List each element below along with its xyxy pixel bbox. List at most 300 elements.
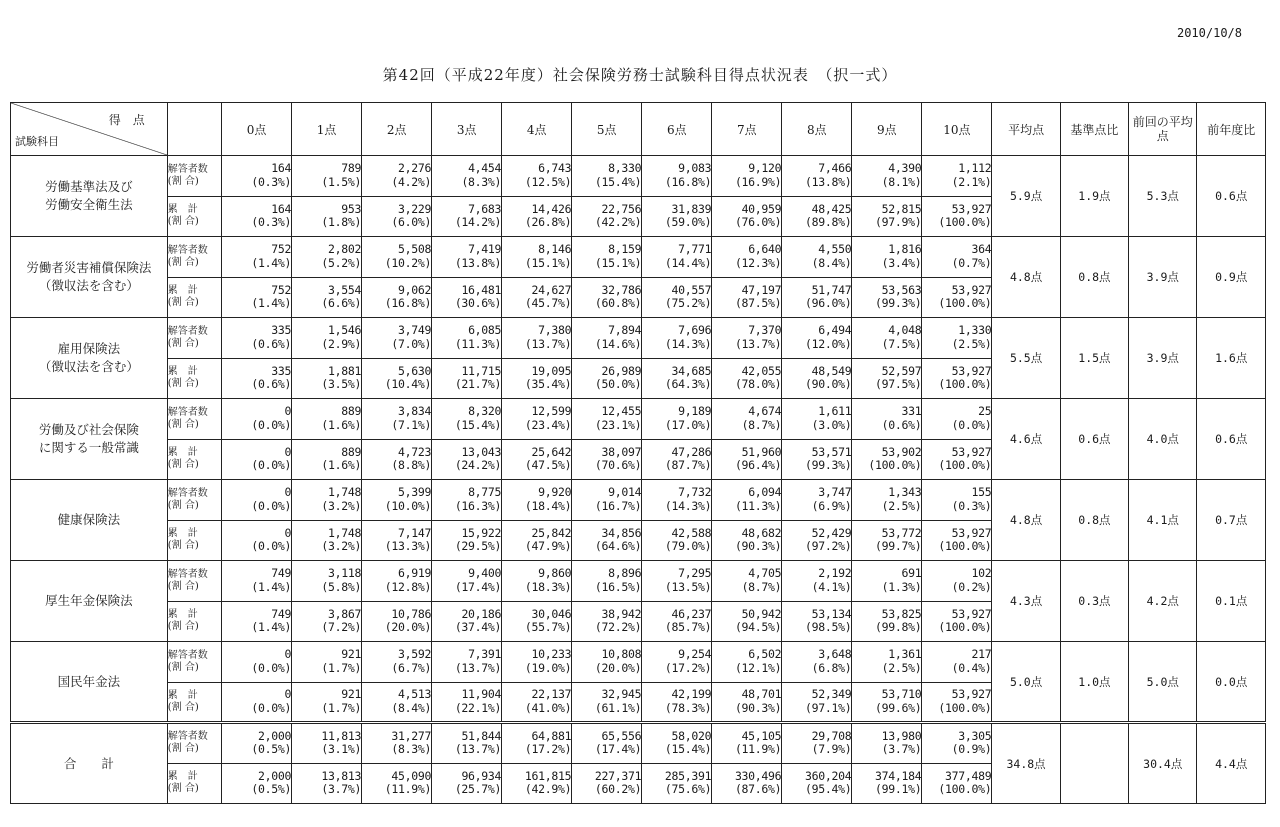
cell-percent: (60.8%): [594, 296, 642, 311]
score-cell: [572, 763, 642, 804]
row-kind-main: 累 計: [167, 204, 198, 216]
cell-percent: (5.8%): [321, 579, 362, 594]
score-cell: [502, 399, 572, 440]
cell-count: 0: [284, 687, 292, 702]
cell-percent: (8.1%): [881, 174, 922, 189]
cell-count: 5,508: [398, 242, 432, 257]
score-cell: [572, 358, 642, 399]
cell-percent: (78.0%): [734, 377, 782, 392]
cell-percent: (0.4%): [951, 660, 992, 675]
cell-count: 24,627: [531, 282, 572, 297]
score-cell: [852, 318, 922, 359]
cell-count: 8,320: [468, 404, 502, 419]
cell-count: 217: [971, 647, 992, 662]
cell-count: 53,825: [881, 606, 922, 621]
score-cell: [712, 439, 782, 480]
cell-percent: (15.4%): [594, 174, 642, 189]
cell-count: 2,000: [257, 728, 292, 743]
score-cell: [852, 642, 922, 683]
cell-percent: (12.3%): [734, 255, 782, 270]
score-cell: [432, 682, 502, 723]
cell-count: 38,942: [601, 606, 642, 621]
cell-count: 6,494: [818, 323, 852, 338]
cell-percent: (61.1%): [594, 700, 642, 715]
header-prev-diff: 前年度比: [1197, 103, 1266, 156]
prev-average-cell: 4.1点: [1129, 480, 1197, 561]
cell-percent: (99.1%): [875, 782, 922, 797]
score-cell: [502, 561, 572, 602]
cell-percent: (15.4%): [664, 742, 712, 757]
cell-percent: (14.3%): [664, 336, 712, 351]
cell-percent: (47.5%): [524, 458, 572, 473]
cell-count: 227,371: [594, 768, 642, 783]
prev-diff-cell: 0.1点: [1197, 561, 1266, 642]
cell-percent: (25.7%): [454, 782, 502, 797]
cell-count: 10,808: [601, 647, 642, 662]
cell-count: 46,237: [671, 606, 712, 621]
subject-name-line: （徴収法を含む）: [38, 278, 139, 293]
cell-percent: (50.0%): [594, 377, 642, 392]
cell-percent: (1.7%): [321, 660, 362, 675]
score-cell: [712, 196, 782, 237]
subject-name: [11, 237, 168, 318]
cell-count: 9,120: [748, 161, 782, 176]
cell-percent: (7.0%): [391, 336, 432, 351]
cell-count: 7,147: [398, 525, 432, 540]
cell-count: 2,192: [818, 566, 852, 581]
cell-percent: (35.4%): [524, 377, 572, 392]
cell-count: 9,860: [538, 566, 572, 581]
cell-count: 7,771: [678, 242, 712, 257]
header-corner-cell: [11, 103, 168, 156]
cell-percent: (12.5%): [524, 174, 572, 189]
score-cell: [642, 358, 712, 399]
cell-percent: (17.4%): [594, 742, 642, 757]
score-cell: [432, 561, 502, 602]
subject-name-line: 労働者災害補償保険法: [26, 260, 152, 275]
score-cell: [712, 520, 782, 561]
score-cell: [362, 642, 432, 683]
score-cell: [642, 156, 712, 197]
cell-count: 10,233: [531, 647, 572, 662]
cell-count: 285,391: [664, 768, 712, 783]
cell-count: 1,361: [888, 647, 922, 662]
row-kind-pct: (割 合): [167, 256, 199, 268]
subject-name-line: に関する一般常識: [38, 440, 139, 455]
score-cell: [712, 561, 782, 602]
score-cell: [922, 277, 992, 318]
cell-count: 0: [284, 485, 292, 500]
cell-percent: (0.6%): [881, 417, 922, 432]
score-cell: [922, 358, 992, 399]
score-cell: [922, 642, 992, 683]
row-kind-label: [167, 642, 221, 683]
score-cell: [572, 399, 642, 440]
cell-count: 53,902: [881, 444, 922, 459]
cell-count: 6,085: [468, 323, 502, 338]
score-cell: [922, 561, 992, 602]
cell-percent: (87.5%): [734, 296, 782, 311]
score-cell: [572, 682, 642, 723]
cell-count: 11,813: [321, 728, 362, 743]
cell-count: 7,295: [678, 566, 712, 581]
score-cell: [432, 318, 502, 359]
cell-percent: (5.2%): [321, 255, 362, 270]
header-average: 平均点: [992, 103, 1060, 156]
score-cell: [782, 682, 852, 723]
score-cell: [782, 723, 852, 764]
cell-percent: (16.8%): [664, 174, 712, 189]
row-kind-label: [167, 520, 221, 561]
cell-count: 22,137: [531, 687, 572, 702]
cell-percent: (11.9%): [384, 782, 432, 797]
cell-count: 4,705: [748, 566, 782, 581]
cell-percent: (8.3%): [391, 742, 432, 757]
cell-percent: (30.6%): [454, 296, 502, 311]
row-kind-label: [167, 318, 221, 359]
cell-percent: (2.5%): [881, 498, 922, 513]
cell-count: 48,701: [741, 687, 782, 702]
score-cell: [922, 156, 992, 197]
row-kind-label: [167, 723, 221, 764]
cell-count: 155: [971, 485, 992, 500]
cell-count: 3,867: [328, 606, 362, 621]
cell-count: 6,502: [748, 647, 782, 662]
score-cell: [782, 439, 852, 480]
score-cell: [222, 358, 292, 399]
cell-percent: (99.8%): [875, 620, 922, 635]
score-cell: [712, 723, 782, 764]
cell-count: 48,682: [741, 525, 782, 540]
row-kind-pct: (割 合): [167, 580, 199, 592]
cell-percent: (60.2%): [594, 782, 642, 797]
document-title: 第42回（平成22年度）社会保険労務士試験科目得点状況表 （択一式）: [382, 66, 898, 84]
cell-percent: (2.5%): [951, 336, 992, 351]
cell-percent: (55.7%): [524, 620, 572, 635]
cell-count: 164: [271, 201, 292, 216]
score-cell: [782, 237, 852, 278]
cell-count: 789: [341, 161, 362, 176]
subject-name: [11, 399, 168, 480]
cell-count: 53,927: [951, 687, 992, 702]
score-cell: [712, 318, 782, 359]
score-cell: [782, 480, 852, 521]
base-ratio-cell: 0.8点: [1060, 480, 1128, 561]
cell-percent: (0.6%): [251, 377, 292, 392]
row-kind-label: [167, 156, 221, 197]
score-cell: [292, 439, 362, 480]
cell-percent: (14.3%): [664, 498, 712, 513]
document-date: 2010/10/8: [1176, 26, 1242, 40]
cell-percent: (59.0%): [664, 215, 712, 230]
cell-percent: (6.9%): [811, 498, 852, 513]
cell-count: 3,648: [818, 647, 852, 662]
score-cell: [922, 318, 992, 359]
cell-percent: (1.6%): [321, 458, 362, 473]
cell-count: 52,815: [881, 201, 922, 216]
average-cell: 4.8点: [992, 480, 1060, 561]
cell-count: 921: [341, 687, 362, 702]
cell-count: 953: [341, 201, 362, 216]
prev-average-cell: 5.0点: [1129, 642, 1197, 723]
cell-percent: (72.2%): [594, 620, 642, 635]
cell-percent: (0.9%): [951, 742, 992, 757]
score-cell: [922, 439, 992, 480]
cell-percent: (87.7%): [664, 458, 712, 473]
cell-percent: (42.9%): [524, 782, 572, 797]
score-cell: [222, 723, 292, 764]
score-cell: [572, 520, 642, 561]
subject-name-line: 労働基準法及び: [45, 179, 133, 194]
row-kind-pct: (割 合): [167, 661, 199, 673]
cell-count: 2,802: [328, 242, 362, 257]
cell-count: 26,989: [601, 363, 642, 378]
score-cell: [292, 196, 362, 237]
score-cell: [222, 196, 292, 237]
cell-count: 3,118: [328, 566, 362, 581]
score-cell: [432, 520, 502, 561]
cell-percent: (3.2%): [321, 498, 362, 513]
cell-percent: (7.1%): [391, 417, 432, 432]
cell-count: 53,927: [951, 444, 992, 459]
cell-percent: (8.7%): [741, 579, 782, 594]
row-kind-label: [167, 763, 221, 804]
cell-count: 12,599: [531, 404, 572, 419]
score-cell: [502, 156, 572, 197]
cell-count: 12,455: [601, 404, 642, 419]
header-prev-average: 前回の平均点: [1129, 103, 1197, 156]
subject-name: [11, 723, 168, 804]
cell-percent: (14.2%): [454, 215, 502, 230]
cell-count: 5,630: [398, 363, 432, 378]
cell-percent: (16.8%): [384, 296, 432, 311]
score-cell: [362, 723, 432, 764]
score-cell: [642, 520, 712, 561]
cell-count: 0: [284, 444, 292, 459]
cell-percent: (13.7%): [454, 660, 502, 675]
cell-count: 42,199: [671, 687, 712, 702]
score-cell: [292, 642, 362, 683]
score-cell: [362, 318, 432, 359]
cell-percent: (0.3%): [251, 174, 292, 189]
cell-percent: (8.4%): [391, 700, 432, 715]
score-cell: [432, 480, 502, 521]
score-cell: [572, 196, 642, 237]
header-score-7: 7点: [712, 103, 782, 156]
row-kind-main: 解答者数: [167, 406, 208, 418]
row-kind-pct: (割 合): [167, 701, 199, 713]
score-cell: [852, 763, 922, 804]
score-cell: [782, 561, 852, 602]
row-kind-pct: (割 合): [167, 337, 199, 349]
score-cell: [292, 561, 362, 602]
cell-count: 10,786: [391, 606, 432, 621]
average-cell: 4.6点: [992, 399, 1060, 480]
cell-count: 32,945: [601, 687, 642, 702]
base-ratio-cell: 1.5点: [1060, 318, 1128, 399]
row-kind-pct: (割 合): [167, 540, 199, 552]
score-cell: [502, 601, 572, 642]
cell-percent: (6.7%): [391, 660, 432, 675]
header-score-5: 5点: [572, 103, 642, 156]
cell-percent: (17.2%): [524, 742, 572, 757]
score-cell: [362, 237, 432, 278]
average-cell: 5.0点: [992, 642, 1060, 723]
score-cell: [712, 642, 782, 683]
score-cell: [362, 601, 432, 642]
cell-percent: (1.7%): [321, 700, 362, 715]
cell-percent: (99.7%): [875, 539, 922, 554]
cell-percent: (24.2%): [454, 458, 502, 473]
score-cell: [782, 358, 852, 399]
cell-percent: (100.0%): [938, 539, 992, 554]
header-score-2: 2点: [362, 103, 432, 156]
cell-count: 377,489: [945, 768, 992, 783]
score-cell: [362, 561, 432, 602]
score-cell: [292, 682, 362, 723]
cell-percent: (1.4%): [251, 579, 292, 594]
cell-count: 749: [271, 606, 292, 621]
cell-percent: (4.1%): [811, 579, 852, 594]
cell-percent: (0.5%): [251, 782, 292, 797]
cell-percent: (7.9%): [811, 742, 852, 757]
score-cell: [642, 196, 712, 237]
score-cell: [782, 196, 852, 237]
row-kind-pct: (割 合): [167, 216, 199, 228]
score-cell: [432, 277, 502, 318]
cell-percent: (3.5%): [321, 377, 362, 392]
score-cell: [922, 480, 992, 521]
cell-count: 1,748: [328, 485, 362, 500]
cell-percent: (94.5%): [734, 620, 782, 635]
score-cell: [712, 277, 782, 318]
score-cell: [502, 520, 572, 561]
score-cell: [572, 601, 642, 642]
score-cell: [572, 156, 642, 197]
score-cell: [502, 763, 572, 804]
cell-percent: (85.7%): [664, 620, 712, 635]
cell-percent: (6.0%): [391, 215, 432, 230]
cell-count: 11,715: [461, 363, 502, 378]
score-cell: [502, 196, 572, 237]
score-cell: [502, 439, 572, 480]
cell-count: 3,554: [328, 282, 362, 297]
table-row: [11, 318, 1266, 359]
cell-percent: (14.6%): [594, 336, 642, 351]
table-row: [11, 642, 1266, 683]
average-cell: 4.8点: [992, 237, 1060, 318]
cell-count: 9,920: [538, 485, 572, 500]
cell-count: 51,960: [741, 444, 782, 459]
score-cell: [782, 642, 852, 683]
score-cell: [292, 156, 362, 197]
score-cell: [572, 723, 642, 764]
cell-count: 22,756: [601, 201, 642, 216]
cell-percent: (26.8%): [524, 215, 572, 230]
cell-percent: (95.4%): [804, 782, 852, 797]
score-cell: [292, 358, 362, 399]
table-row: [11, 561, 1266, 602]
row-kind-main: 解答者数: [167, 325, 208, 337]
cell-count: 40,557: [671, 282, 712, 297]
base-ratio-cell: [1060, 723, 1128, 804]
row-kind-label: [167, 480, 221, 521]
score-cell: [712, 156, 782, 197]
cell-count: 364: [971, 242, 992, 257]
header-score-10: 10点: [922, 103, 992, 156]
cell-percent: (1.8%): [321, 215, 362, 230]
row-kind-label: [167, 237, 221, 278]
score-cell: [642, 723, 712, 764]
score-cell: [222, 156, 292, 197]
cell-count: 19,095: [531, 363, 572, 378]
prev-diff-cell: 0.6点: [1197, 156, 1266, 237]
cell-percent: (11.9%): [734, 742, 782, 757]
cell-percent: (6.8%): [811, 660, 852, 675]
header-score-3: 3点: [432, 103, 502, 156]
cell-count: 42,588: [671, 525, 712, 540]
score-cell: [642, 480, 712, 521]
row-kind-main: 累 計: [167, 447, 198, 459]
score-cell: [852, 156, 922, 197]
cell-percent: (0.0%): [251, 417, 292, 432]
cell-count: 164: [271, 161, 292, 176]
cell-count: 8,775: [468, 485, 502, 500]
cell-percent: (100.0%): [938, 620, 992, 635]
cell-count: 38,097: [601, 444, 642, 459]
row-kind-main: 累 計: [167, 528, 198, 540]
row-kind-pct: (割 合): [167, 175, 199, 187]
cell-percent: (13.8%): [454, 255, 502, 270]
score-cell: [852, 480, 922, 521]
score-cell: [222, 277, 292, 318]
score-cell: [572, 480, 642, 521]
row-kind-label: [167, 196, 221, 237]
cell-count: 8,159: [608, 242, 642, 257]
cell-percent: (100.0%): [938, 296, 992, 311]
header-row: [11, 103, 1266, 156]
row-kind-pct: (割 合): [167, 418, 199, 430]
score-cell: [222, 439, 292, 480]
cell-count: 7,732: [678, 485, 712, 500]
score-cell: [432, 723, 502, 764]
average-cell: 5.9点: [992, 156, 1060, 237]
cell-count: 161,815: [524, 768, 572, 783]
cell-percent: (6.6%): [321, 296, 362, 311]
subject-name-line: 合 計: [63, 755, 114, 771]
base-ratio-cell: 1.0点: [1060, 642, 1128, 723]
cell-count: 752: [271, 242, 292, 257]
cell-percent: (0.0%): [251, 498, 292, 513]
score-cell: [782, 399, 852, 440]
cell-count: 0: [284, 647, 292, 662]
cell-percent: (4.2%): [391, 174, 432, 189]
base-ratio-cell: 0.8点: [1060, 237, 1128, 318]
score-cell: [222, 561, 292, 602]
cell-percent: (90.0%): [804, 377, 852, 392]
cell-percent: (42.2%): [594, 215, 642, 230]
cell-count: 335: [271, 323, 292, 338]
table-row: [11, 399, 1266, 440]
cell-count: 13,043: [461, 444, 502, 459]
score-cell: [362, 358, 432, 399]
row-kind-main: 累 計: [167, 366, 198, 378]
score-cell: [852, 277, 922, 318]
score-cell: [292, 277, 362, 318]
score-cell: [362, 156, 432, 197]
cell-count: 25: [978, 404, 992, 419]
cell-count: 9,083: [678, 161, 712, 176]
